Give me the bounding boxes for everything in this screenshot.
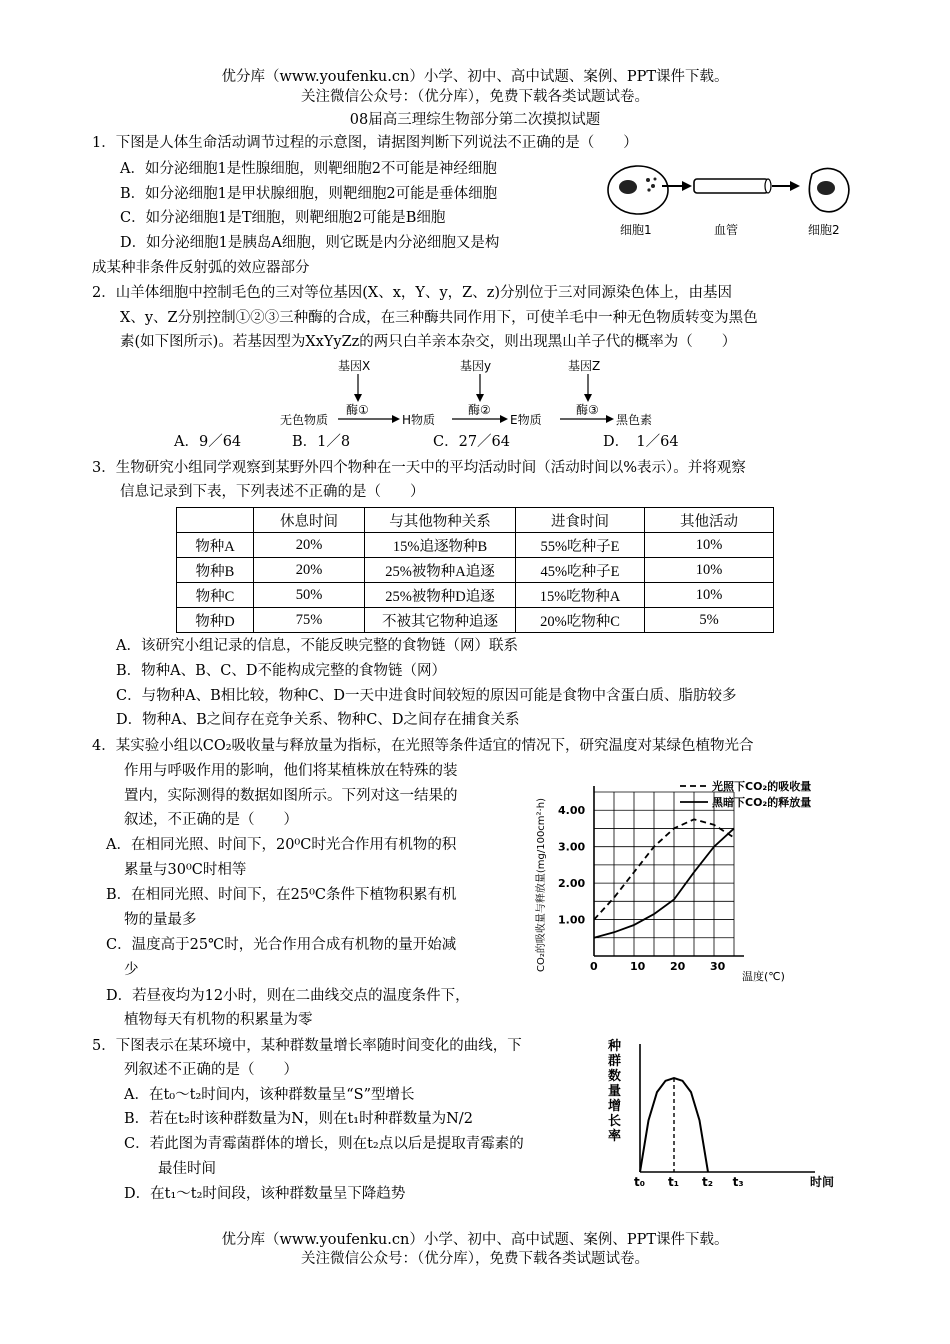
q3-line-2: 信息记录到下表，下列表述不正确的是（ ） — [120, 484, 425, 500]
cell2-label: 细胞2 — [808, 223, 840, 237]
q4-option-b-line1: B．在相同光照、时间下，在25⁰C条件下植物积累有机 — [106, 887, 457, 903]
table-cell: 10% — [645, 558, 774, 583]
vessel-shape — [694, 179, 768, 193]
q3-option-b: B．物种A、B、C、D不能构成完整的食物链（网） — [116, 663, 447, 679]
table-cell: 物种A — [177, 533, 254, 558]
table-cell: 25%被物种D追逐 — [365, 583, 516, 608]
table-cell: 不被其它物种追逐 — [365, 608, 516, 633]
table-cell: 10% — [645, 583, 774, 608]
legend-label: 黑暗下CO₂的释放量 — [712, 796, 812, 809]
table-cell: 55%吃种子E — [516, 533, 645, 558]
q2-option-a: A．9／64 — [174, 434, 242, 450]
table-row — [177, 533, 774, 558]
chart-ticks — [558, 804, 726, 973]
chart-legend — [680, 779, 811, 809]
q3-option-a: A．该研究小组记录的信息，不能反映完整的食物链（网）联系 — [116, 638, 518, 654]
legend-label: 光照下CO₂的吸收量 — [712, 780, 812, 793]
chart-series — [640, 1078, 708, 1172]
table-cell: 45%吃种子E — [516, 558, 645, 583]
q3-line-1: 3．生物研究小组同学观察到某野外四个物种在一天中的平均活动时间（活动时间以%表示）。并将观察 — [92, 460, 746, 476]
table-cell: 20%吃物种C — [516, 608, 645, 633]
y-tick-label: 2.00 — [558, 877, 586, 891]
q4-option-a-line2: 累量与30⁰C时相等 — [124, 862, 247, 878]
q5-line-1: 5．下图表示在某环境中，某种群数量增长率随时间变化的曲线，下 — [92, 1038, 522, 1054]
header-line-2: 关注微信公众号：（优分库），免费下载各类试题试卷。 — [301, 89, 649, 105]
x-tick-label: t₂ — [702, 1175, 713, 1189]
q5-line-2: 列叙述不正确的是（ ） — [124, 1062, 298, 1078]
q2-line-3: 素(如下图所示)。若基因型为XxYyZz的两只白羊亲本杂交，则出现黑山羊子代的概率为（ ） — [120, 334, 737, 350]
melanin-label: 黑色素 — [616, 413, 653, 427]
y-axis-label-char: 数 — [608, 1069, 622, 1084]
table-cell: 20% — [254, 558, 365, 583]
vessel-label: 血管 — [714, 223, 739, 237]
q2-option-d: D． 1／64 — [603, 434, 679, 450]
q2-option-b: B．1／8 — [292, 434, 351, 450]
table-cell: 15%吃物种A — [516, 583, 645, 608]
q4-line-2: 作用与呼吸作用的影响，他们将某植株放在特殊的装 — [124, 763, 458, 779]
q5-growth-rate-chart — [600, 1032, 850, 1196]
q5-option-a: A．在t₀～t₂时间内，该种群数量呈“S”型增长 — [124, 1087, 415, 1103]
table-row — [177, 583, 774, 608]
footer-line-2: 关注微信公众号：（优分库），免费下载各类试题试卷。 — [301, 1251, 649, 1267]
table-cell: 物种B — [177, 558, 254, 583]
cell1-nucleus — [619, 180, 637, 194]
y-tick-label: 4.00 — [558, 804, 586, 818]
footer-line-1: 优分库（www.youfenku.cn）小学、初中、高中试题、案例、PPT课件下载。 — [221, 1232, 729, 1248]
q4-option-b-line2: 物的量最多 — [124, 912, 197, 928]
table-cell: 75% — [254, 608, 365, 633]
q4-option-c-line1: C．温度高于25℃时，光合作用合成有机物的量开始减 — [106, 937, 457, 953]
table-header-cell — [177, 508, 254, 533]
chart-y-axis-label — [607, 1038, 622, 1144]
table-header-cell: 其他活动 — [645, 508, 774, 533]
table-header-cell: 进食时间 — [516, 508, 645, 533]
q1-figure — [600, 160, 860, 242]
enzyme-2-label: 酶② — [468, 403, 491, 417]
x-tick-label: 10 — [630, 960, 646, 973]
colorless-substance-label: 无色物质 — [280, 413, 329, 427]
q3-option-d: D．物种A、B之间存在竞争关系、物种C、D之间存在捕食关系 — [116, 712, 520, 728]
gene-z-label: 基因Z — [568, 359, 601, 373]
x-tick-label: t₃ — [732, 1175, 744, 1189]
cell1-shape — [608, 166, 668, 214]
table-cell: 50% — [254, 583, 365, 608]
table-cell: 15%追逐物种B — [365, 533, 516, 558]
q1-option-a: A．如分泌细胞1是性腺细胞，则靶细胞2不可能是神经细胞 — [120, 161, 497, 177]
q4-line-4: 叙述，不正确的是（ ） — [124, 812, 298, 828]
table-cell: 5% — [645, 608, 774, 633]
gene-y-label: 基因y — [460, 359, 492, 373]
table-row — [177, 558, 774, 583]
x-tick-label: t₀ — [634, 1175, 645, 1189]
table-cell: 20% — [254, 533, 365, 558]
q4-option-a-line1: A．在相同光照、时间下，20⁰C时光合作用有机物的积 — [106, 837, 457, 853]
header-line-1: 优分库（www.youfenku.cn）小学、初中、高中试题、案例、PPT课件下载。 — [221, 69, 729, 85]
q2-line-1: 2．山羊体细胞中控制毛色的三对等位基因(X、x，Y、y，Z、z)分别位于三对同源染色体上，由基因 — [92, 285, 733, 301]
q5-option-c-line1: C．若此图为青霉菌群体的增长，则在t₂点以后是提取青霉素的 — [124, 1136, 524, 1152]
q4-line-3: 置内，实际测得的数据如图所示。下列对这一结果的 — [124, 788, 458, 804]
x-tick-label: 20 — [670, 960, 686, 973]
y-tick-label: 1.00 — [558, 913, 586, 927]
page-title: 08届高三理综生物部分第二次摸拟试题 — [349, 112, 601, 128]
table-cell: 10% — [645, 533, 774, 558]
x-tick-label: 30 — [710, 960, 726, 973]
chart-ticks — [634, 1175, 744, 1189]
y-axis-label-char: 长 — [608, 1114, 622, 1129]
enzyme-3-label: 酶③ — [576, 403, 599, 417]
enzyme-1-label: 酶① — [346, 403, 369, 417]
q3-option-c: C．与物种A、B相比较，物种C、D一天中进食时间较短的原因可能是食物中含蛋白质、脂肪较多 — [116, 688, 737, 704]
y-axis-label-char: 增 — [608, 1099, 622, 1114]
x-tick-label: t₁ — [668, 1175, 679, 1189]
table-cell: 物种C — [177, 583, 254, 608]
table-header-row — [177, 508, 774, 533]
q1-option-c: C．如分泌细胞1是T细胞，则靶细胞2可能是B细胞 — [120, 210, 446, 226]
table-cell: 25%被物种A追逐 — [365, 558, 516, 583]
gene-x-label: 基因X — [338, 359, 371, 373]
e-substance-label: E物质 — [510, 413, 542, 427]
q5-option-b: B．若在t₂时该种群数量为N，则在t₁时种群数量为N/2 — [124, 1111, 473, 1127]
chart-y-axis-label: CO₂的吸收量与释放量(mg/100cm²·h) — [536, 798, 547, 972]
q1-option-d-line2: 成某种非条件反射弧的效应器部分 — [92, 260, 310, 276]
table-header-cell: 与其他物种关系 — [365, 508, 516, 533]
chart-axes — [640, 1044, 815, 1172]
q4-line-1: 4．某实验小组以CO₂吸收量与释放量为指标，在光照等条件适宜的情况下，研究温度对某绿色植物光合 — [92, 738, 754, 754]
q2-option-c: C．27／64 — [433, 434, 510, 450]
table-row — [177, 608, 774, 633]
chart-x-axis-label: 时间 — [810, 1175, 835, 1189]
q4-option-c-line2: 少 — [124, 962, 139, 978]
y-axis-label-char: 种 — [608, 1039, 622, 1054]
y-axis-label-char: 量 — [608, 1084, 622, 1099]
series-line-1 — [594, 819, 734, 919]
q1-stem: 1．下图是人体生命活动调节过程的示意图，请据图判断下列说法不正确的是（ ） — [92, 135, 638, 151]
chart-x-axis-label: 温度(℃) — [742, 970, 785, 983]
h-substance-label: H物质 — [402, 413, 436, 427]
cell2-nucleus — [817, 181, 835, 195]
table-cell: 物种D — [177, 608, 254, 633]
q2-line-2: X、y、Z分别控制①②③三种酶的合成，在三种酶共同作用下，可使羊毛中一种无色物质转变为黑色 — [120, 310, 758, 326]
q4-option-d-line1: D．若昼夜均为12小时，则在二曲线交点的温度条件下， — [106, 988, 470, 1004]
y-axis-label-char: 群 — [608, 1054, 622, 1069]
y-tick-label: 3.00 — [558, 840, 586, 854]
chart-series — [594, 819, 734, 938]
q1-option-b: B．如分泌细胞1是甲状腺细胞，则靶细胞2可能是垂体细胞 — [120, 186, 498, 202]
cell1-label: 细胞1 — [620, 223, 652, 237]
q2-pathway-figure — [270, 356, 690, 432]
q5-option-d: D．在t₁～t₂时间段，该种群数量呈下降趋势 — [124, 1186, 406, 1202]
q5-option-c-line2: 最佳时间 — [158, 1161, 216, 1177]
y-axis-label-char: 率 — [608, 1129, 622, 1144]
q1-option-d-line1: D．如分泌细胞1是胰岛A细胞，则它既是内分泌细胞又是构 — [120, 235, 500, 251]
table-header-cell: 休息时间 — [254, 508, 365, 533]
x-tick-label: 0 — [590, 960, 598, 973]
q3-table — [176, 507, 774, 633]
q4-co2-chart — [530, 772, 860, 992]
q4-option-d-line2: 植物每天有机物的积累量为零 — [124, 1012, 313, 1028]
